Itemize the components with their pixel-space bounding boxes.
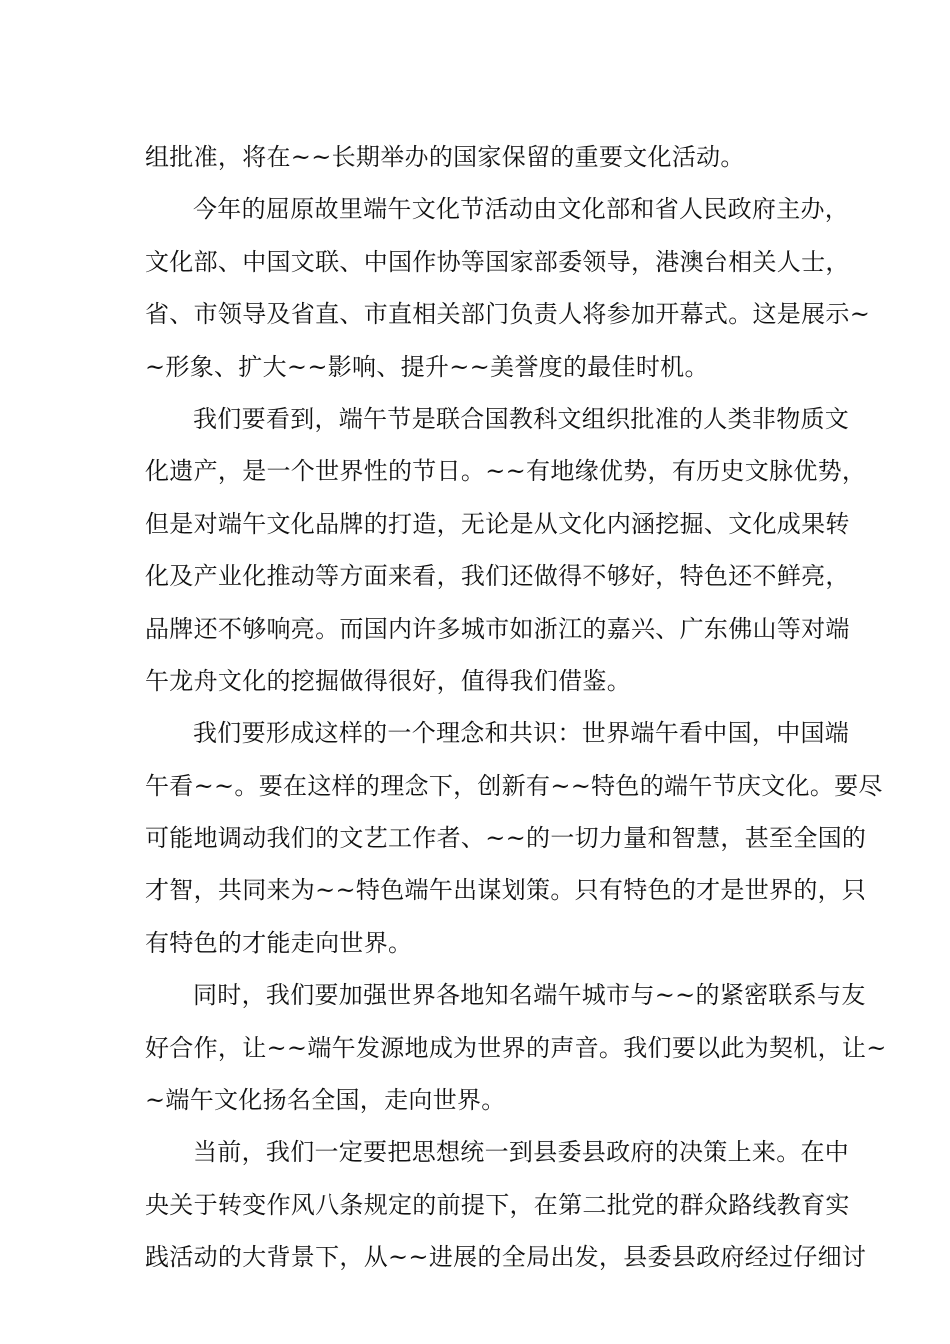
text-line: 践活动的大背景下，从~~进展的全局出发，县委县政府经过仔细讨	[145, 1243, 867, 1272]
text-line: 化遗产，是一个世界性的节日。~~有地缘优势，有历史文脉优势，	[145, 457, 867, 486]
text-line: ~形象、扩大~~影响、提升~~美誉度的最佳时机。	[145, 352, 709, 381]
paragraph-first-line: 我们要看到，端午节是联合国教科文组织批准的人类非物质文	[193, 404, 850, 433]
text-line: 组批准，将在~~长期举办的国家保留的重要文化活动。	[145, 143, 745, 171]
text-line: 文化部、中国文联、中国作协等国家部委领导，港澳台相关人士，	[145, 247, 850, 276]
text-line: 有特色的才能走向世界。	[145, 928, 413, 957]
text-line: 午看~~。要在这样的理念下，创新有~~特色的端午节庆文化。要尽	[145, 771, 883, 800]
text-line: 午龙舟文化的挖掘做得很好，值得我们借鉴。	[145, 666, 631, 695]
text-line: ~端午文化扬名全国，走向世界。	[145, 1086, 506, 1115]
text-line: 品牌还不够响亮。而国内许多城市如浙江的嘉兴、广东佛山等对端	[145, 614, 850, 643]
body-text	[145, 131, 887, 1284]
paragraph-first-line: 今年的屈原故里端午文化节活动由文化部和省人民政府主办，	[193, 195, 850, 224]
text-line: 省、市领导及省直、市直相关部门负责人将参加开幕式。这是展示~	[145, 300, 871, 329]
text-line: 但是对端午文化品牌的打造，无论是从文化内涵挖掘、文化成果转	[145, 509, 850, 538]
text-line: 化及产业化推动等方面来看，我们还做得不够好，特色还不鲜亮，	[145, 562, 850, 591]
paragraph-first-line: 同时，我们要加强世界各地知名端午城市与~~的紧密联系与友	[193, 981, 866, 1010]
text-line: 才智，共同来为~~特色端午出谋划策。只有特色的才是世界的，只	[145, 876, 867, 905]
text-line: 央关于转变作风八条规定的前提下，在第二批党的群众路线教育实	[145, 1190, 850, 1219]
text-line: 好合作，让~~端午发源地成为世界的声音。我们要以此为契机，让~	[145, 1033, 887, 1062]
paragraph-first-line: 我们要形成这样的一个理念和共识：世界端午看中国，中国端	[193, 719, 850, 748]
text-line: 可能地调动我们的文艺工作者、~~的一切力量和智慧，甚至全国的	[145, 824, 867, 853]
paragraph-first-line: 当前，我们一定要把思想统一到县委县政府的决策上来。在中	[193, 1138, 850, 1167]
